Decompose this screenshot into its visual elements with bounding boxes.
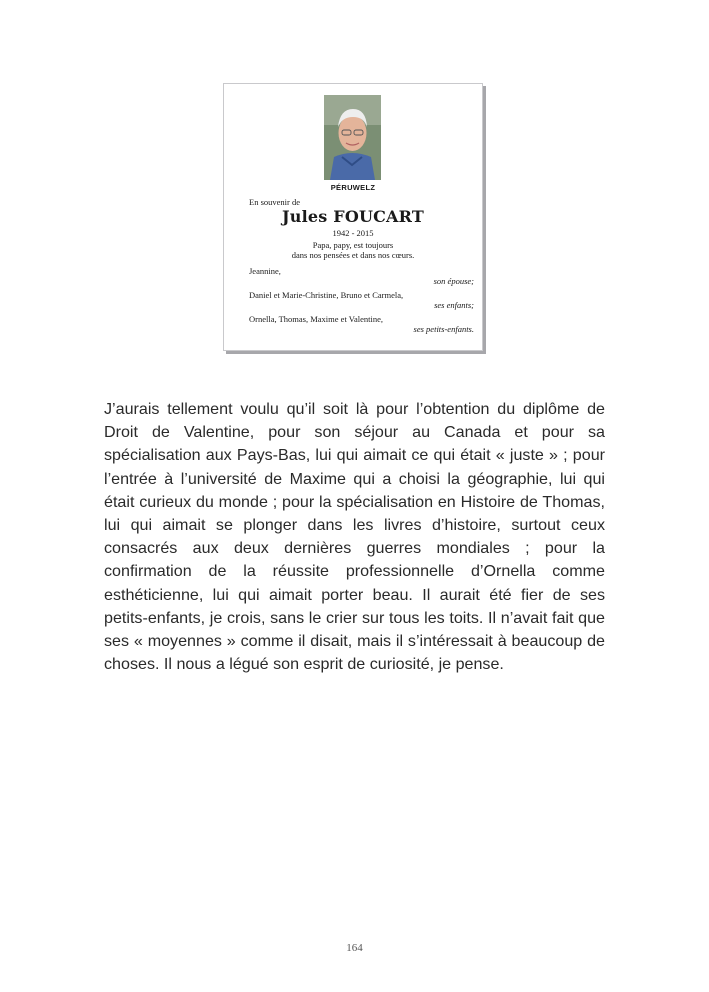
paragraph-line: consacrés aux deux dernières guerres mondiales ; pour la (104, 539, 605, 558)
paragraph-line: l’entrée à l’université de Maxime qui a choisi la géographie, lui qui (104, 469, 605, 488)
paragraph-line: J’aurais tellement voulu qu’il soit là pour l’obtention du diplôme de (104, 400, 605, 418)
paragraph-line: petits-enfants, je crois, sans le crier sur tous les toits. Il n’avait fait que (104, 608, 605, 627)
page-number: 164 (346, 942, 363, 954)
paragraph-line: lui qui aimait se plonger dans les livres d’histoire, surtout ceux (104, 516, 605, 535)
family-relation-spouse: son épouse; (433, 276, 474, 286)
memorial-card (223, 83, 483, 351)
portrait-photo (324, 95, 381, 180)
family-relation-grandchildren: ses petits-enfants. (413, 324, 474, 334)
paragraph-line: spécialisation aux Pays-Bas, lui qui aimait ce qui était « juste » ; pour (104, 446, 605, 465)
paragraph-line: esthéticienne, lui qui aimait porter beau. Il aurait été fier de ses (104, 585, 605, 604)
paragraph-line: confirmation de la réussite professionnelle d’Ornella comme (104, 562, 605, 581)
family-relation-children: ses enfants; (434, 300, 474, 310)
card-intro: En souvenir de (249, 197, 300, 207)
card-years: 1942 - 2015 (332, 228, 374, 238)
card-message-line1: Papa, papy, est toujours (312, 240, 394, 250)
paragraph-line: Droit de Valentine, pour son séjour au Canada et pour sa (104, 423, 605, 442)
family-names-spouse: Jeannine, (249, 266, 281, 276)
family-names-grandchildren: Ornella, Thomas, Maxime et Valentine, (249, 314, 383, 324)
card-place: PÉRUWELZ (330, 183, 376, 192)
paragraph-line: choses. Il nous a légué son esprit de curiosité, je pense. (104, 655, 504, 674)
paragraph-line: ses « moyennes » comme il disait, mais il s’intéressait à beaucoup de (104, 632, 605, 651)
paragraph-line: était curieux du monde ; pour la spécialisation en Histoire de Thomas, (104, 492, 605, 511)
family-names-children: Daniel et Marie-Christine, Bruno et Carmela, (249, 290, 404, 300)
card-message-line2: dans nos pensées et dans nos cœurs. (291, 250, 415, 260)
card-name: Jules FOUCART (282, 207, 424, 226)
body-paragraph (104, 398, 605, 676)
